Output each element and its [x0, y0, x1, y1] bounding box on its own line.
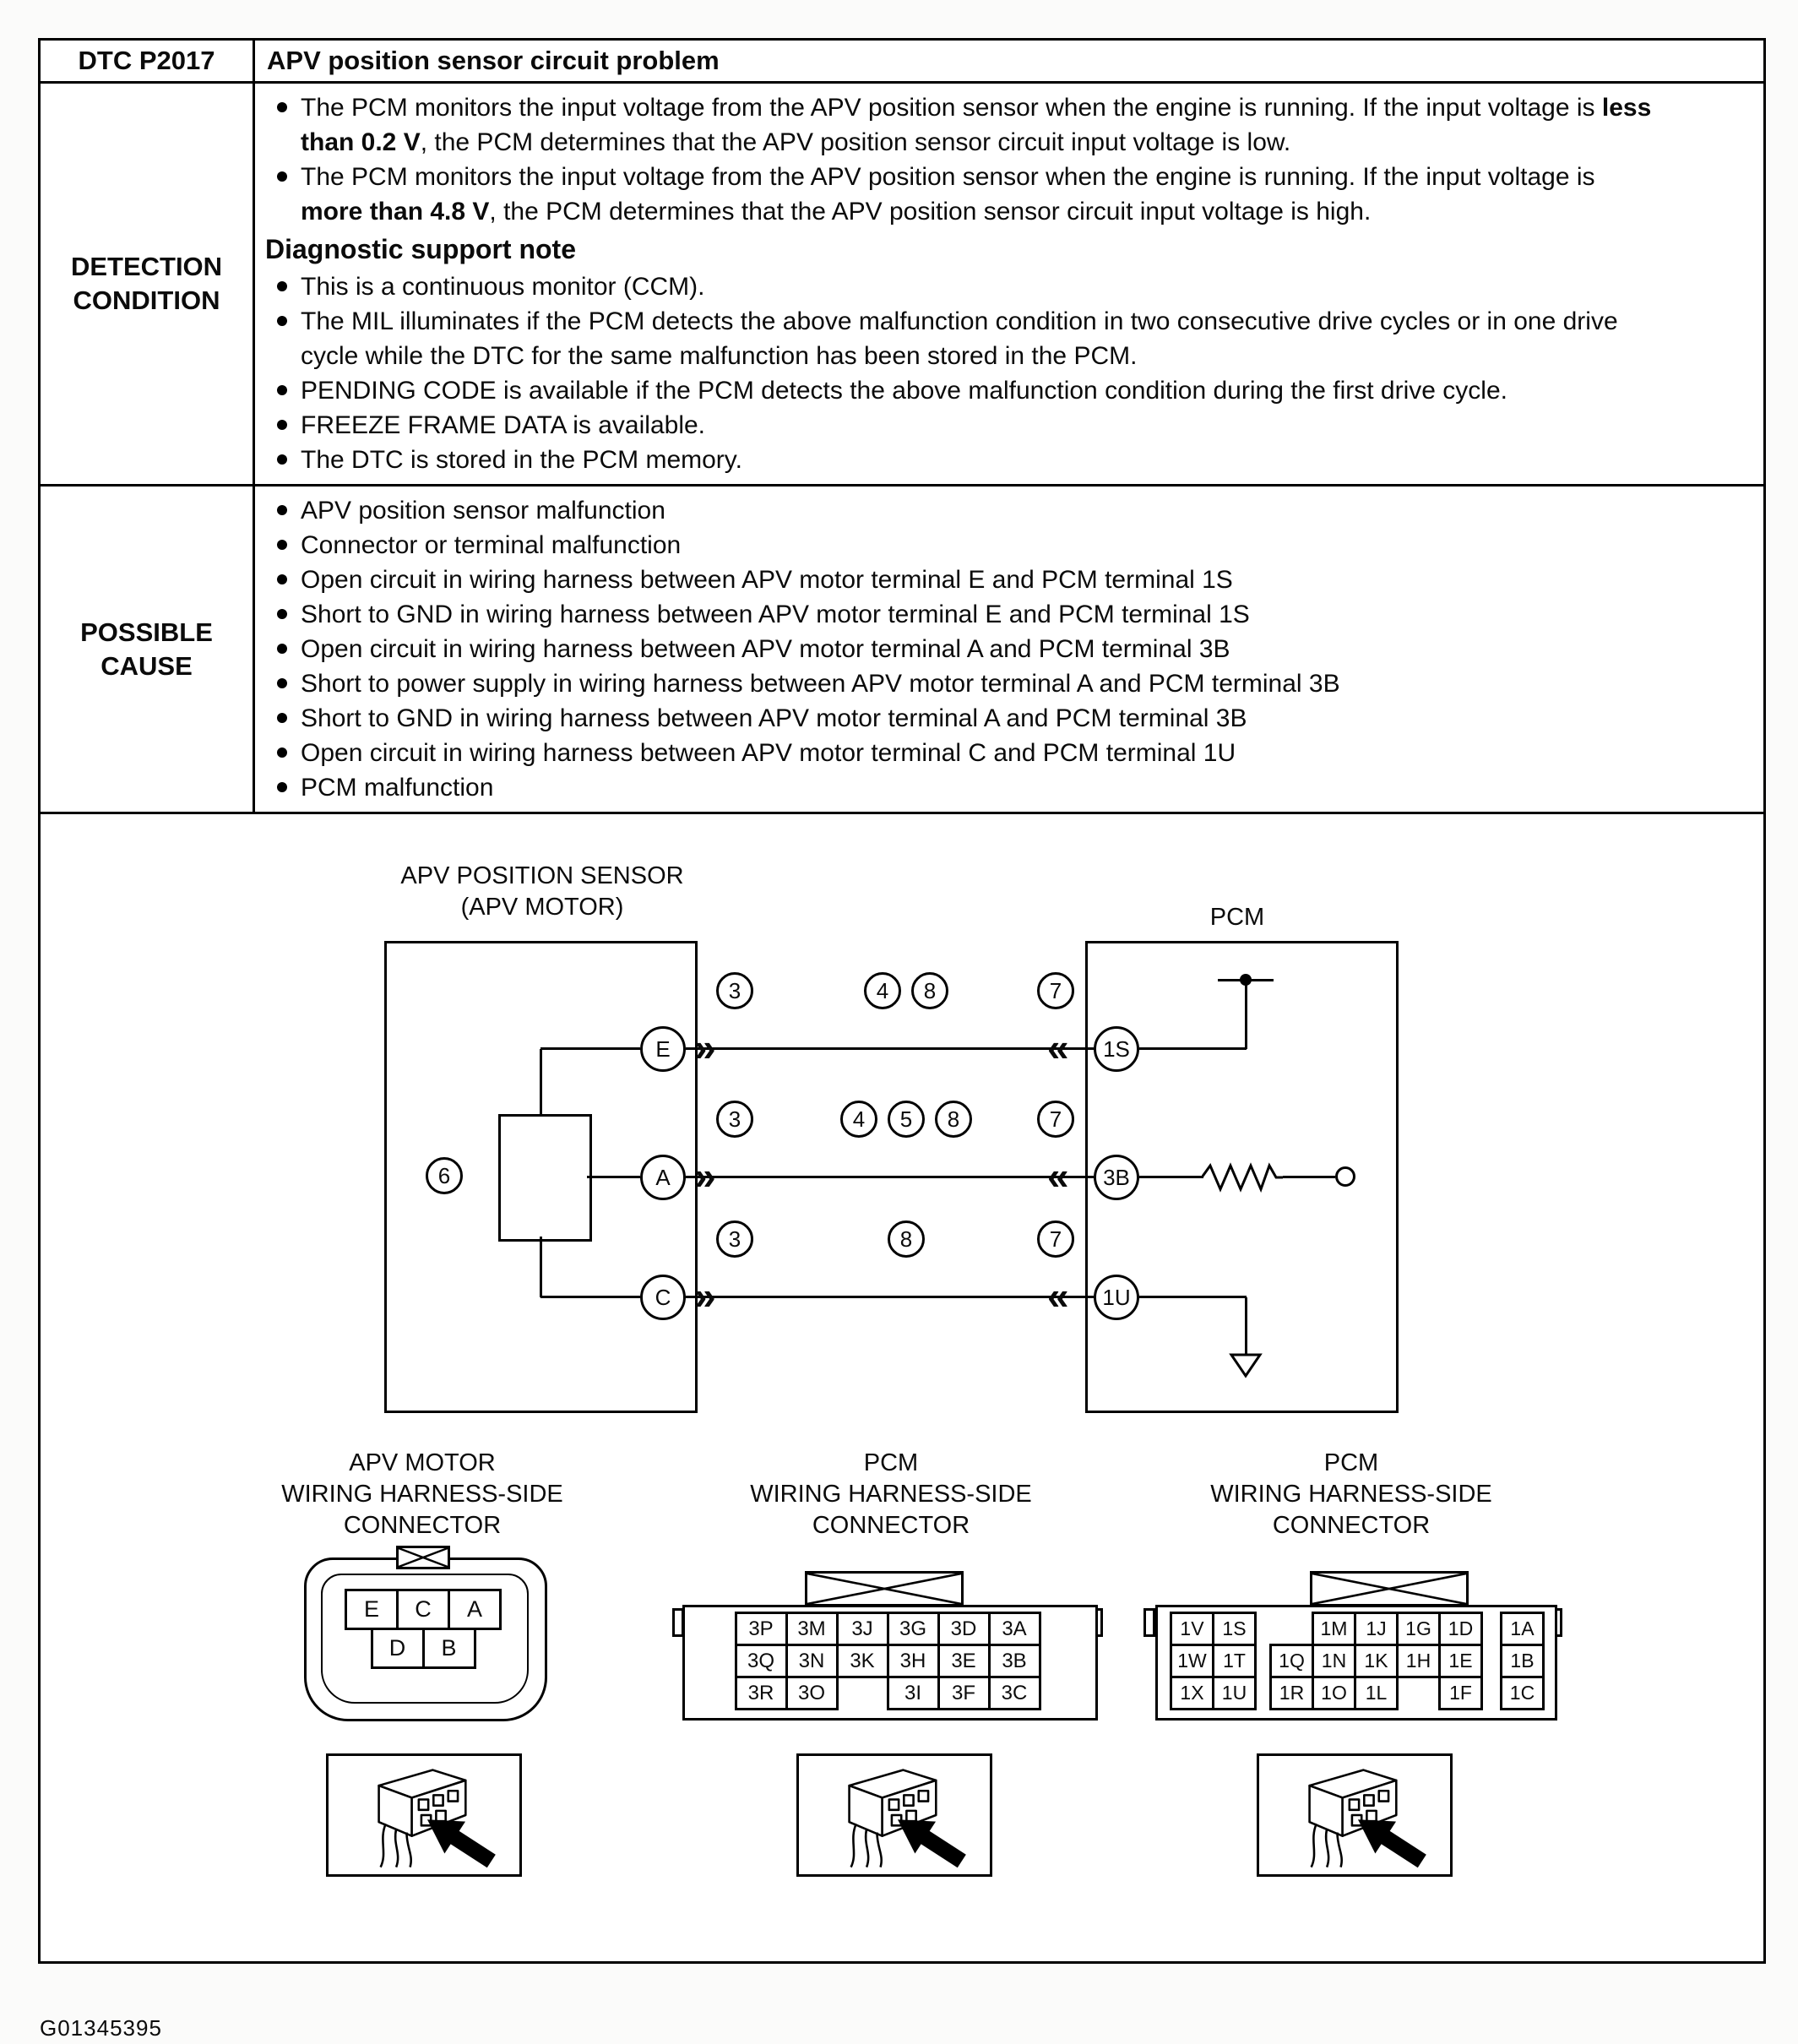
bullet-item: [265, 736, 1654, 770]
pin-cell: 1S: [1212, 1612, 1257, 1646]
apv-connector-photo: [326, 1753, 522, 1877]
pin-cell: E: [345, 1589, 399, 1630]
title-line: WIRING HARNESS-SIDE: [1210, 1481, 1492, 1508]
splice-arrows-right-icon: »: [694, 1154, 713, 1198]
bowtie-icon: [399, 1548, 448, 1567]
bullet-dot: [277, 505, 287, 515]
pin-cell: 1N: [1312, 1644, 1356, 1678]
bullet-text: The MIL illuminates if the PCM detects the above malfunction condition in two consecutive drive cycles or in one drive cycle while the DTC for the same malfunction has been stored in the PCM.: [301, 307, 1618, 370]
bullet-item: [265, 408, 1654, 443]
bullet-text: Open circuit in wiring harness between APV motor terminal C and PCM terminal 1U: [301, 739, 1236, 767]
pin-cell: 3P: [735, 1612, 788, 1646]
bullet-dot: [277, 102, 287, 112]
connector-lock-tab: [396, 1546, 450, 1569]
pin-cell: 3C: [988, 1676, 1041, 1710]
splice-arrows-right-icon: »: [694, 1274, 713, 1318]
pin-cell: 3D: [937, 1612, 991, 1646]
pin-cell: 3M: [785, 1612, 839, 1646]
bullet-item: [265, 304, 1654, 373]
bullet-text: Open circuit in wiring harness between APV motor terminal E and PCM terminal 1S: [301, 566, 1233, 594]
bullet-dot: [277, 316, 287, 326]
pin-cell: 1R: [1269, 1676, 1314, 1710]
wire-line: [686, 1047, 1094, 1050]
pcm-connector-3-title: [722, 1448, 1060, 1541]
detection-condition-content: [255, 84, 1763, 484]
title-line: WIRING HARNESS-SIDE: [750, 1481, 1032, 1508]
bullet-item: [265, 770, 1654, 805]
pin-row: [735, 1612, 1041, 1646]
wire-callout: 4: [840, 1101, 877, 1138]
wire-callout: 7: [1037, 1220, 1074, 1258]
bullet-text: The PCM monitors the input voltage from the APV position sensor when the engine is running. If the input voltage is more than 4.8 V, the PCM determines that the APV position sensor circuit input voltage is high.: [301, 163, 1595, 226]
bullet-item: [265, 666, 1654, 701]
wire-callout-group: [784, 972, 1029, 1009]
dtc-table: [38, 38, 1766, 1964]
title-line: WIRING HARNESS-SIDE: [281, 1481, 563, 1508]
pin-cell: 3G: [887, 1612, 940, 1646]
bullet-dot: [277, 644, 287, 654]
wire-callout: 8: [888, 1220, 925, 1258]
pin-cell: 1Q: [1269, 1644, 1314, 1678]
connector-lock-tab: [1310, 1571, 1469, 1606]
pin-cell: 1L: [1354, 1676, 1399, 1710]
wire-line: [686, 1176, 1094, 1178]
splice-arrows-right-icon: »: [694, 1025, 713, 1069]
wire-row-e-1s: [41, 977, 1763, 1072]
bullet-item: [265, 563, 1654, 597]
pcm-connector-1-title: [1182, 1448, 1520, 1541]
apv-terminal-e: E: [640, 1026, 686, 1072]
pin-cell: 1H: [1396, 1644, 1441, 1678]
sensor-title: [373, 861, 711, 923]
wire-callout: 8: [911, 972, 948, 1009]
connector-photo-icon: [799, 1756, 990, 1874]
pin-cell: 3R: [735, 1676, 788, 1710]
connector-photo-icon: [329, 1756, 519, 1874]
splice-arrows-left-icon: «: [1047, 1025, 1066, 1069]
pin-cell-blank: [1396, 1676, 1441, 1710]
diagnostic-support-note-heading: Diagnostic support note: [265, 234, 576, 264]
pcm-connector-1-left-grid: [1170, 1612, 1257, 1710]
apv-terminal-a: A: [640, 1155, 686, 1200]
bullet-item: [265, 632, 1654, 666]
pin-cell: 1X: [1170, 1676, 1214, 1710]
wire-callout: 7: [1037, 972, 1074, 1009]
figure-code: G01345395: [40, 2015, 162, 2041]
pcm-connector-1-mid-grid: [1269, 1612, 1483, 1710]
bullet-item: [265, 373, 1654, 408]
bullet-text: The PCM monitors the input voltage from the APV position sensor when the engine is running. If the input voltage is less than 0.2 V, the PCM determines that the APV position sensor circuit input voltage is low.: [301, 94, 1652, 156]
pin-cell: 3N: [785, 1644, 839, 1678]
pcm-terminal-3b: 3B: [1094, 1155, 1139, 1200]
detection-condition-row: [41, 84, 1763, 487]
pin-row: [345, 1589, 502, 1630]
bullet-text: This is a continuous monitor (CCM).: [301, 273, 705, 301]
wire-line: [686, 1296, 1094, 1298]
pin-row: [1269, 1612, 1483, 1646]
bullet-text: Short to GND in wiring harness between APV motor terminal E and PCM terminal 1S: [301, 601, 1250, 628]
motor-callout: 6: [426, 1157, 463, 1194]
title-line: PCM: [1323, 1449, 1379, 1476]
splice-arrows-left-icon: «: [1047, 1154, 1066, 1198]
wire-row-c-1u: [41, 1226, 1763, 1320]
bullet-text: FREEZE FRAME DATA is available.: [301, 411, 706, 439]
bullet-text: Short to GND in wiring harness between APV motor terminal A and PCM terminal 3B: [301, 704, 1247, 732]
bullet-dot: [277, 540, 287, 550]
pin-row: [371, 1628, 476, 1669]
bullet-item: [265, 493, 1654, 528]
bullet-dot: [277, 171, 287, 182]
pin-row: [1269, 1676, 1483, 1710]
bullet-dot: [277, 420, 287, 430]
bullet-text: The DTC is stored in the PCM memory.: [301, 446, 742, 474]
pin-cell: 1U: [1212, 1676, 1257, 1710]
wire-callout: 3: [716, 972, 753, 1009]
bowtie-icon: [807, 1574, 961, 1604]
bullet-item: [265, 528, 1654, 563]
pin-cell: 3A: [988, 1612, 1041, 1646]
pin-row: [735, 1644, 1041, 1678]
diagram-row: [41, 814, 1763, 1961]
bullet-dot: [277, 747, 287, 758]
pin-cell-blank: [1269, 1612, 1314, 1646]
bullet-item: [265, 160, 1654, 229]
detection-monitor-bullets: [265, 90, 1654, 229]
ground-symbol-icon: [1229, 1353, 1263, 1378]
bullet-dot: [277, 574, 287, 584]
pin-cell: 1D: [1438, 1612, 1483, 1646]
wiring-diagram: [41, 814, 1763, 1961]
bullet-dot: [277, 454, 287, 465]
connector-ear: [1143, 1608, 1155, 1637]
pin-cell: 1G: [1396, 1612, 1441, 1646]
apv-connector-title: [253, 1448, 591, 1541]
pin-cell: A: [448, 1589, 502, 1630]
pin-cell: 1F: [1438, 1676, 1483, 1710]
pin-cell: 3Q: [735, 1644, 788, 1678]
pin-cell: 1C: [1500, 1676, 1545, 1710]
pin-cell: 1A: [1500, 1612, 1545, 1646]
pin-cell: 1E: [1438, 1644, 1483, 1678]
pcm-connector-1-right-grid: [1500, 1612, 1545, 1710]
pin-row: [735, 1676, 1041, 1710]
possible-cause-row: [41, 487, 1763, 814]
pcm-title: PCM: [1209, 904, 1265, 931]
bullet-item: [265, 443, 1654, 477]
bullet-item: [265, 597, 1654, 632]
pin-row: [1500, 1612, 1545, 1646]
bullet-item: [265, 701, 1654, 736]
title-line: PCM: [863, 1449, 919, 1476]
pcm-connector-3-grid: [682, 1612, 1093, 1710]
bullet-text: Connector or terminal malfunction: [301, 531, 682, 559]
sensor-title-line1: APV POSITION SENSOR: [400, 862, 684, 889]
bullet-dot: [277, 281, 287, 291]
wire-callout: 8: [935, 1101, 972, 1138]
pin-row: [1500, 1644, 1545, 1678]
pcm-terminal-1s: 1S: [1094, 1026, 1139, 1072]
pin-cell: 3O: [785, 1676, 839, 1710]
bullet-text: Short to power supply in wiring harness between APV motor terminal A and PCM terminal 3B: [301, 670, 1340, 698]
connector-photo-icon: [1259, 1756, 1450, 1874]
pin-cell-blank: [836, 1676, 889, 1710]
pin-cell: 1V: [1170, 1612, 1214, 1646]
bullet-item: [265, 90, 1654, 160]
dtc-header-row: [41, 41, 1763, 84]
pcm-connector-3-photo: [796, 1753, 992, 1877]
bullet-dot: [277, 678, 287, 688]
pin-cell: 1O: [1312, 1676, 1356, 1710]
pin-row: [1269, 1644, 1483, 1678]
pin-cell: 3F: [937, 1676, 991, 1710]
pin-cell: 1W: [1170, 1644, 1214, 1678]
pin-row: [1170, 1676, 1257, 1710]
pin-cell: 1J: [1354, 1612, 1399, 1646]
pin-row: [1170, 1644, 1257, 1678]
wire-callout: 3: [716, 1101, 753, 1138]
wire-row-a-3b: [41, 1106, 1763, 1200]
pin-cell: 1K: [1354, 1644, 1399, 1678]
pin-cell: 3I: [887, 1676, 940, 1710]
possible-cause-bullets: [265, 493, 1654, 805]
wire-callout: 3: [716, 1220, 753, 1258]
pcm-terminal-1u: 1U: [1094, 1275, 1139, 1320]
bullet-text: PCM malfunction: [301, 774, 494, 802]
pin-cell: 1T: [1212, 1644, 1257, 1678]
pin-cell: 3K: [836, 1644, 889, 1678]
pin-row: [1170, 1612, 1257, 1646]
pin-cell: 1M: [1312, 1612, 1356, 1646]
pin-cell: D: [371, 1628, 425, 1669]
pin-cell: C: [396, 1589, 450, 1630]
pin-cell: 1B: [1500, 1644, 1545, 1678]
title-line: CONNECTOR: [812, 1512, 970, 1539]
wire-callout: 7: [1037, 1101, 1074, 1138]
pin-cell: 3E: [937, 1644, 991, 1678]
apv-pin-grid: [304, 1589, 542, 1669]
possible-cause-label: POSSIBLE CAUSE: [41, 487, 255, 812]
bullet-item: [265, 269, 1654, 304]
pcm-connector-1-photo: [1257, 1753, 1453, 1877]
bullet-dot: [277, 782, 287, 792]
detection-support-bullets: [265, 269, 1654, 477]
possible-cause-content: [255, 487, 1763, 812]
title-line: CONNECTOR: [343, 1512, 502, 1539]
wire-callout: 4: [864, 972, 901, 1009]
bullet-text: APV position sensor malfunction: [301, 497, 665, 525]
bullet-dot: [277, 385, 287, 395]
title-line: CONNECTOR: [1272, 1512, 1431, 1539]
pin-cell: 3B: [988, 1644, 1041, 1678]
wire-callout-group: [784, 1101, 1029, 1138]
junction-dot: [1240, 974, 1252, 986]
title-line: APV MOTOR: [349, 1449, 496, 1476]
pin-row: [1500, 1676, 1545, 1710]
wire-callout-group: [784, 1220, 1029, 1258]
splice-arrows-left-icon: «: [1047, 1274, 1066, 1318]
dtc-title: APV position sensor circuit problem: [267, 46, 720, 75]
bullet-text: PENDING CODE is available if the PCM detects the above malfunction condition during the first drive cycle.: [301, 377, 1507, 405]
bullet-text: Open circuit in wiring harness between APV motor terminal A and PCM terminal 3B: [301, 635, 1230, 663]
apv-terminal-c: C: [640, 1275, 686, 1320]
wire-callout: 5: [888, 1101, 925, 1138]
detection-condition-label: DETECTION CONDITION: [41, 84, 255, 484]
dtc-code: DTC P2017: [41, 41, 255, 81]
bowtie-icon: [1312, 1574, 1466, 1604]
pin-cell: 3H: [887, 1644, 940, 1678]
pin-cell: 3J: [836, 1612, 889, 1646]
pin-cell: B: [422, 1628, 476, 1669]
bullet-dot: [277, 713, 287, 723]
bullet-dot: [277, 609, 287, 619]
connector-lock-tab: [805, 1571, 964, 1606]
sensor-title-line2: (APV MOTOR): [460, 894, 624, 921]
